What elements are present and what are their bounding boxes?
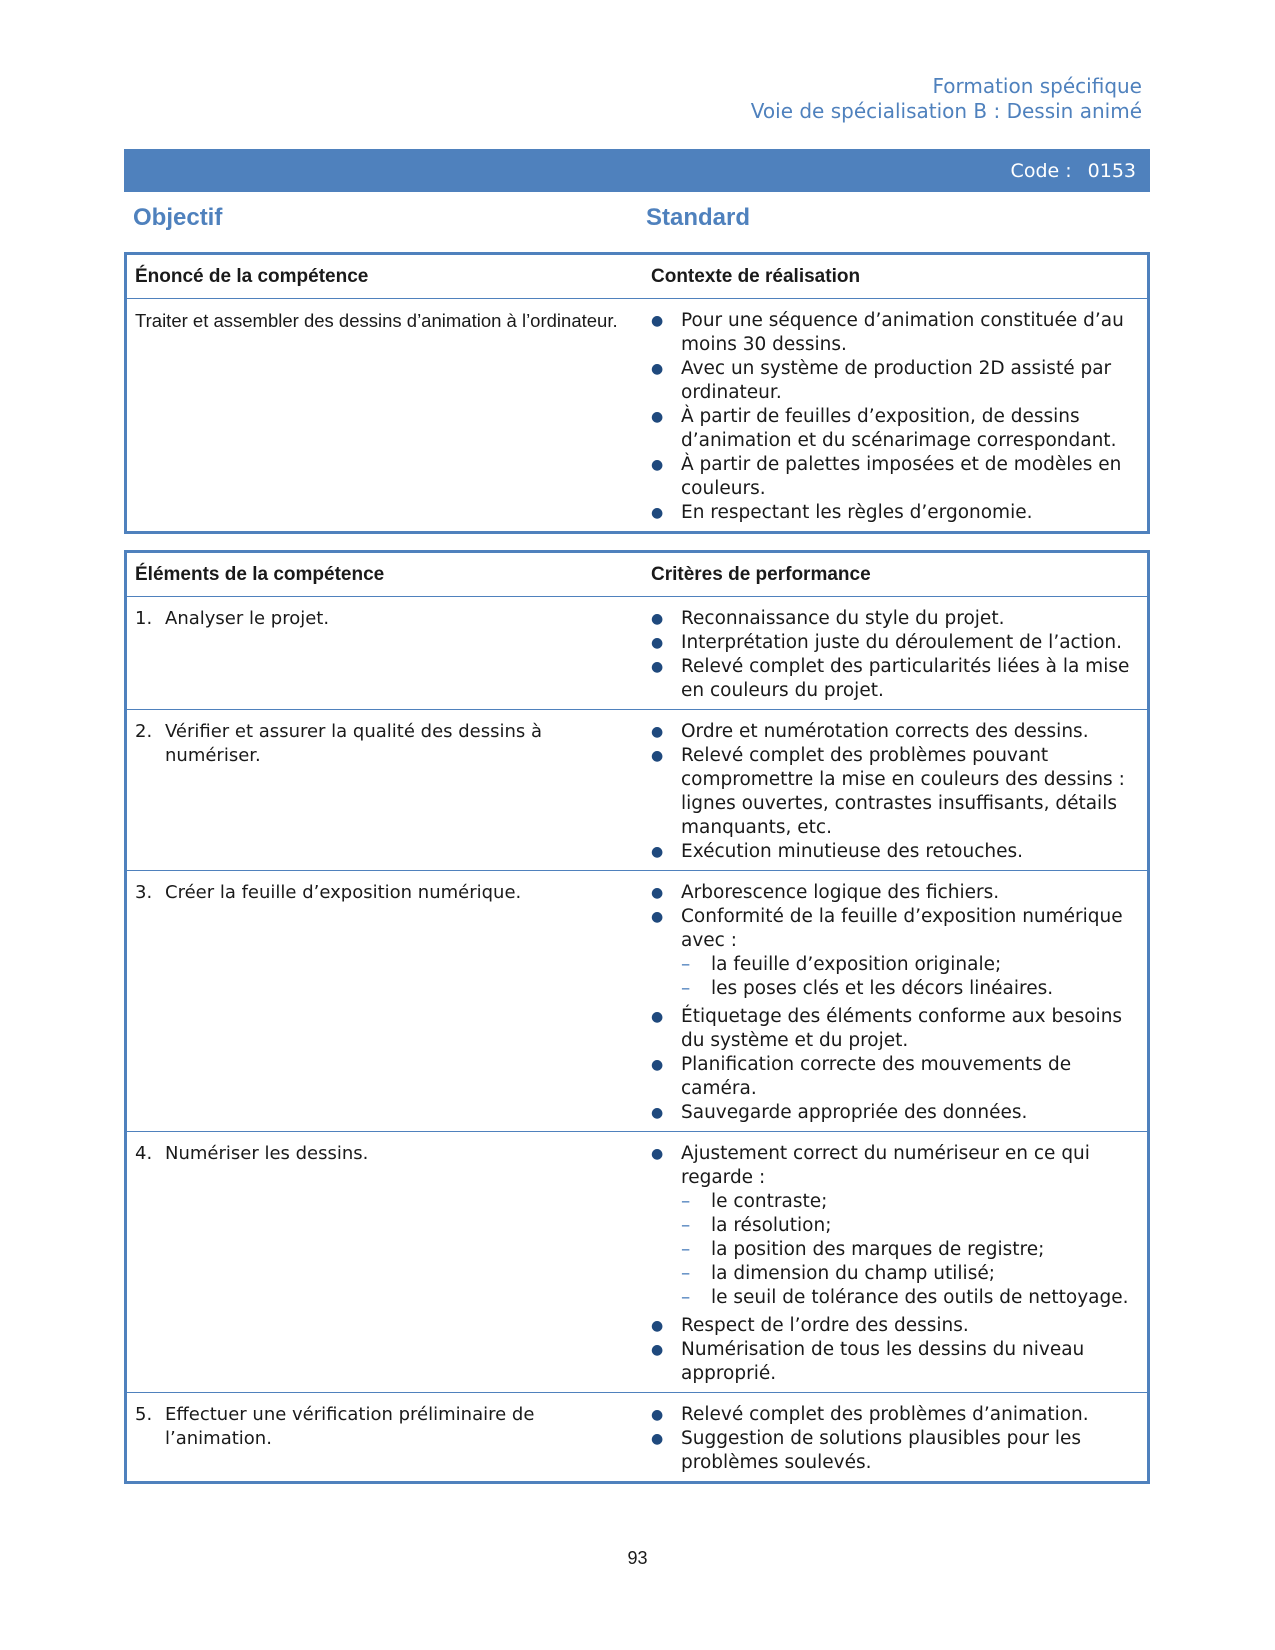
table-row — [126, 710, 1149, 871]
code-bar — [124, 149, 1150, 192]
criteria-cell — [643, 871, 1149, 1132]
element-item — [135, 881, 635, 905]
bullet-icon: ● — [651, 409, 664, 425]
table-row — [126, 1393, 1149, 1483]
bullet-text: À partir de palettes imposées et de modèles en couleurs. — [681, 454, 1122, 499]
sub-item-text: la résolution; — [711, 1215, 832, 1236]
bullet-text: Ordre et numérotation corrects des dessins. — [681, 721, 1089, 742]
element-number: 3. — [135, 882, 153, 903]
bullet-item — [651, 1142, 1137, 1310]
dash-icon: – — [681, 954, 691, 975]
element-item — [135, 607, 635, 631]
page-number: 93 — [627, 1548, 648, 1568]
sub-item-text: le seuil de tolérance des outils de nettoyage. — [711, 1287, 1129, 1308]
sub-item-text: la feuille d’exposition originale; — [711, 954, 1002, 975]
table-row — [126, 597, 1149, 710]
sub-item — [681, 1214, 1137, 1238]
header-context: Contexte de réalisation — [643, 254, 1149, 299]
header-specialization: Voie de spécialisation B : Dessin animé — [750, 99, 1142, 123]
criteria-list — [651, 1403, 1137, 1475]
element-cell — [126, 710, 644, 871]
code-label: Code : — [1010, 159, 1072, 182]
element-cell — [126, 1132, 644, 1393]
element-number: 1. — [135, 608, 153, 629]
table-row — [126, 299, 1149, 533]
bullet-text: Respect de l’ordre des dessins. — [681, 1315, 969, 1336]
element-number: 4. — [135, 1143, 153, 1164]
context-list — [651, 309, 1137, 525]
competency-statement-table — [124, 252, 1150, 534]
bullet-item — [651, 357, 1137, 405]
bullet-text: Arborescence logique des fichiers. — [681, 882, 1000, 903]
dash-icon: – — [681, 978, 691, 999]
element-text: Numériser les dessins. — [165, 1143, 369, 1164]
header-statement: Énoncé de la compétence — [126, 254, 644, 299]
dash-icon: – — [681, 1287, 691, 1308]
element-item — [135, 720, 635, 768]
sub-item-text: la position des marques de registre; — [711, 1239, 1045, 1260]
bullet-icon: ● — [651, 1318, 664, 1334]
criteria-cell — [643, 1393, 1149, 1483]
header-program-title: Formation spécifique — [932, 74, 1142, 98]
dash-icon: – — [681, 1215, 691, 1236]
bullet-item — [651, 1338, 1137, 1386]
bullet-icon: ● — [651, 885, 664, 901]
dash-icon: – — [681, 1239, 691, 1260]
bullet-icon: ● — [651, 1146, 664, 1162]
bullet-icon: ● — [651, 909, 664, 925]
bullet-text: Ajustement correct du numériseur en ce qui regarde : — [681, 1143, 1090, 1188]
dash-icon: – — [681, 1191, 691, 1212]
bullet-icon: ● — [651, 748, 664, 764]
bullet-text: Relevé complet des particularités liées à la mise en couleurs du projet. — [681, 656, 1130, 701]
table-header-row — [126, 552, 1149, 597]
bullet-text: Avec un système de production 2D assisté par ordinateur. — [681, 358, 1112, 403]
bullet-icon: ● — [651, 313, 664, 329]
criteria-cell — [643, 1132, 1149, 1393]
bullet-text: Conformité de la feuille d’exposition numérique avec : — [681, 906, 1123, 951]
element-number: 5. — [135, 1404, 153, 1425]
bullet-item — [651, 405, 1137, 453]
sub-item — [681, 1190, 1137, 1214]
element-text: Effectuer une vérification préliminaire de l’animation. — [165, 1404, 535, 1449]
table-row — [126, 1132, 1149, 1393]
bullet-icon: ● — [651, 1407, 664, 1423]
elements-criteria-table — [124, 550, 1150, 1484]
bullet-text: Relevé complet des problèmes pouvant compromettre la mise en couleurs des dessins : lignes ouvertes, contrastes insuffisants, détails manquants, etc. — [681, 745, 1125, 838]
table-row — [126, 871, 1149, 1132]
bullet-icon: ● — [651, 659, 664, 675]
bullet-icon: ● — [651, 1009, 664, 1025]
element-cell — [126, 597, 644, 710]
bullet-item — [651, 1403, 1137, 1427]
element-item — [135, 1142, 635, 1166]
sub-item — [681, 1238, 1137, 1262]
bullet-item — [651, 840, 1137, 864]
criteria-list — [651, 607, 1137, 703]
document-header — [751, 74, 1142, 124]
bullet-text: Exécution minutieuse des retouches. — [681, 841, 1023, 862]
elements-table-body — [126, 597, 1149, 1483]
criteria-list — [651, 881, 1137, 1125]
bullet-item — [651, 309, 1137, 357]
sub-list — [681, 1190, 1137, 1310]
bullet-icon: ● — [651, 1057, 664, 1073]
header-elements: Éléments de la compétence — [126, 552, 644, 597]
sub-item-text: la dimension du champ utilisé; — [711, 1263, 995, 1284]
bullet-icon: ● — [651, 611, 664, 627]
bullet-item — [651, 1427, 1137, 1475]
element-text: Créer la feuille d’exposition numérique. — [165, 882, 522, 903]
bullet-item — [651, 655, 1137, 703]
bullet-item — [651, 905, 1137, 1001]
bullet-text: Suggestion de solutions plausibles pour les problèmes soulevés. — [681, 1428, 1082, 1473]
bullet-item — [651, 720, 1137, 744]
bullet-text: À partir de feuilles d’exposition, de dessins d’animation et du scénarimage correspondant. — [681, 406, 1117, 451]
sub-item — [681, 1286, 1137, 1310]
bullet-item — [651, 453, 1137, 501]
competency-statement: Traiter et assembler des dessins d’animation à l’ordinateur. — [126, 299, 644, 533]
dash-icon: – — [681, 1263, 691, 1284]
bullet-icon: ● — [651, 505, 664, 521]
element-text: Analyser le projet. — [165, 608, 330, 629]
bullet-icon: ● — [651, 457, 664, 473]
bullet-text: Planification correcte des mouvements de caméra. — [681, 1054, 1072, 1099]
element-item — [135, 1403, 635, 1451]
bullet-item — [651, 1314, 1137, 1338]
sub-item — [681, 1262, 1137, 1286]
sub-item-text: les poses clés et les décors linéaires. — [711, 978, 1054, 999]
criteria-cell — [643, 710, 1149, 871]
bullet-icon: ● — [651, 844, 664, 860]
bullet-icon: ● — [651, 1105, 664, 1121]
element-text: Vérifier et assurer la qualité des dessins à numériser. — [165, 721, 543, 766]
context-cell — [643, 299, 1149, 533]
bullet-item — [651, 1005, 1137, 1053]
criteria-cell — [643, 597, 1149, 710]
bullet-text: Interprétation juste du déroulement de l’action. — [681, 632, 1123, 653]
bullet-icon: ● — [651, 1431, 664, 1447]
bullet-text: Numérisation de tous les dessins du niveau approprié. — [681, 1339, 1085, 1384]
header-criteria: Critères de performance — [643, 552, 1149, 597]
bullet-icon: ● — [651, 1342, 664, 1358]
bullet-item — [651, 1053, 1137, 1101]
sub-item — [681, 977, 1137, 1001]
bullet-item — [651, 607, 1137, 631]
table-header-row — [126, 254, 1149, 299]
bullet-item — [651, 744, 1137, 840]
section-titles — [124, 204, 1150, 240]
bullet-icon: ● — [651, 361, 664, 377]
bullet-icon: ● — [651, 635, 664, 651]
element-cell — [126, 1393, 644, 1483]
bullet-text: Étiquetage des éléments conforme aux besoins du système et du projet. — [681, 1006, 1123, 1051]
sub-item — [681, 953, 1137, 977]
bullet-item — [651, 631, 1137, 655]
bullet-text: Relevé complet des problèmes d’animation. — [681, 1404, 1089, 1425]
bullet-item — [651, 501, 1137, 525]
sub-item-text: le contraste; — [711, 1191, 828, 1212]
bullet-text: En respectant les règles d’ergonomie. — [681, 502, 1033, 523]
bullet-item — [651, 1101, 1137, 1125]
bullet-text: Reconnaissance du style du projet. — [681, 608, 1005, 629]
section-title-standard: Standard — [646, 204, 751, 231]
sub-list — [681, 953, 1137, 1001]
code-value: 0153 — [1087, 159, 1136, 182]
element-number: 2. — [135, 721, 153, 742]
bullet-item — [651, 881, 1137, 905]
criteria-list — [651, 1142, 1137, 1386]
bullet-icon: ● — [651, 724, 664, 740]
element-cell — [126, 871, 644, 1132]
section-title-objectif: Objectif — [133, 204, 223, 231]
bullet-text: Sauvegarde appropriée des données. — [681, 1102, 1028, 1123]
criteria-list — [651, 720, 1137, 864]
bullet-text: Pour une séquence d’animation constituée d’au moins 30 dessins. — [681, 310, 1124, 355]
